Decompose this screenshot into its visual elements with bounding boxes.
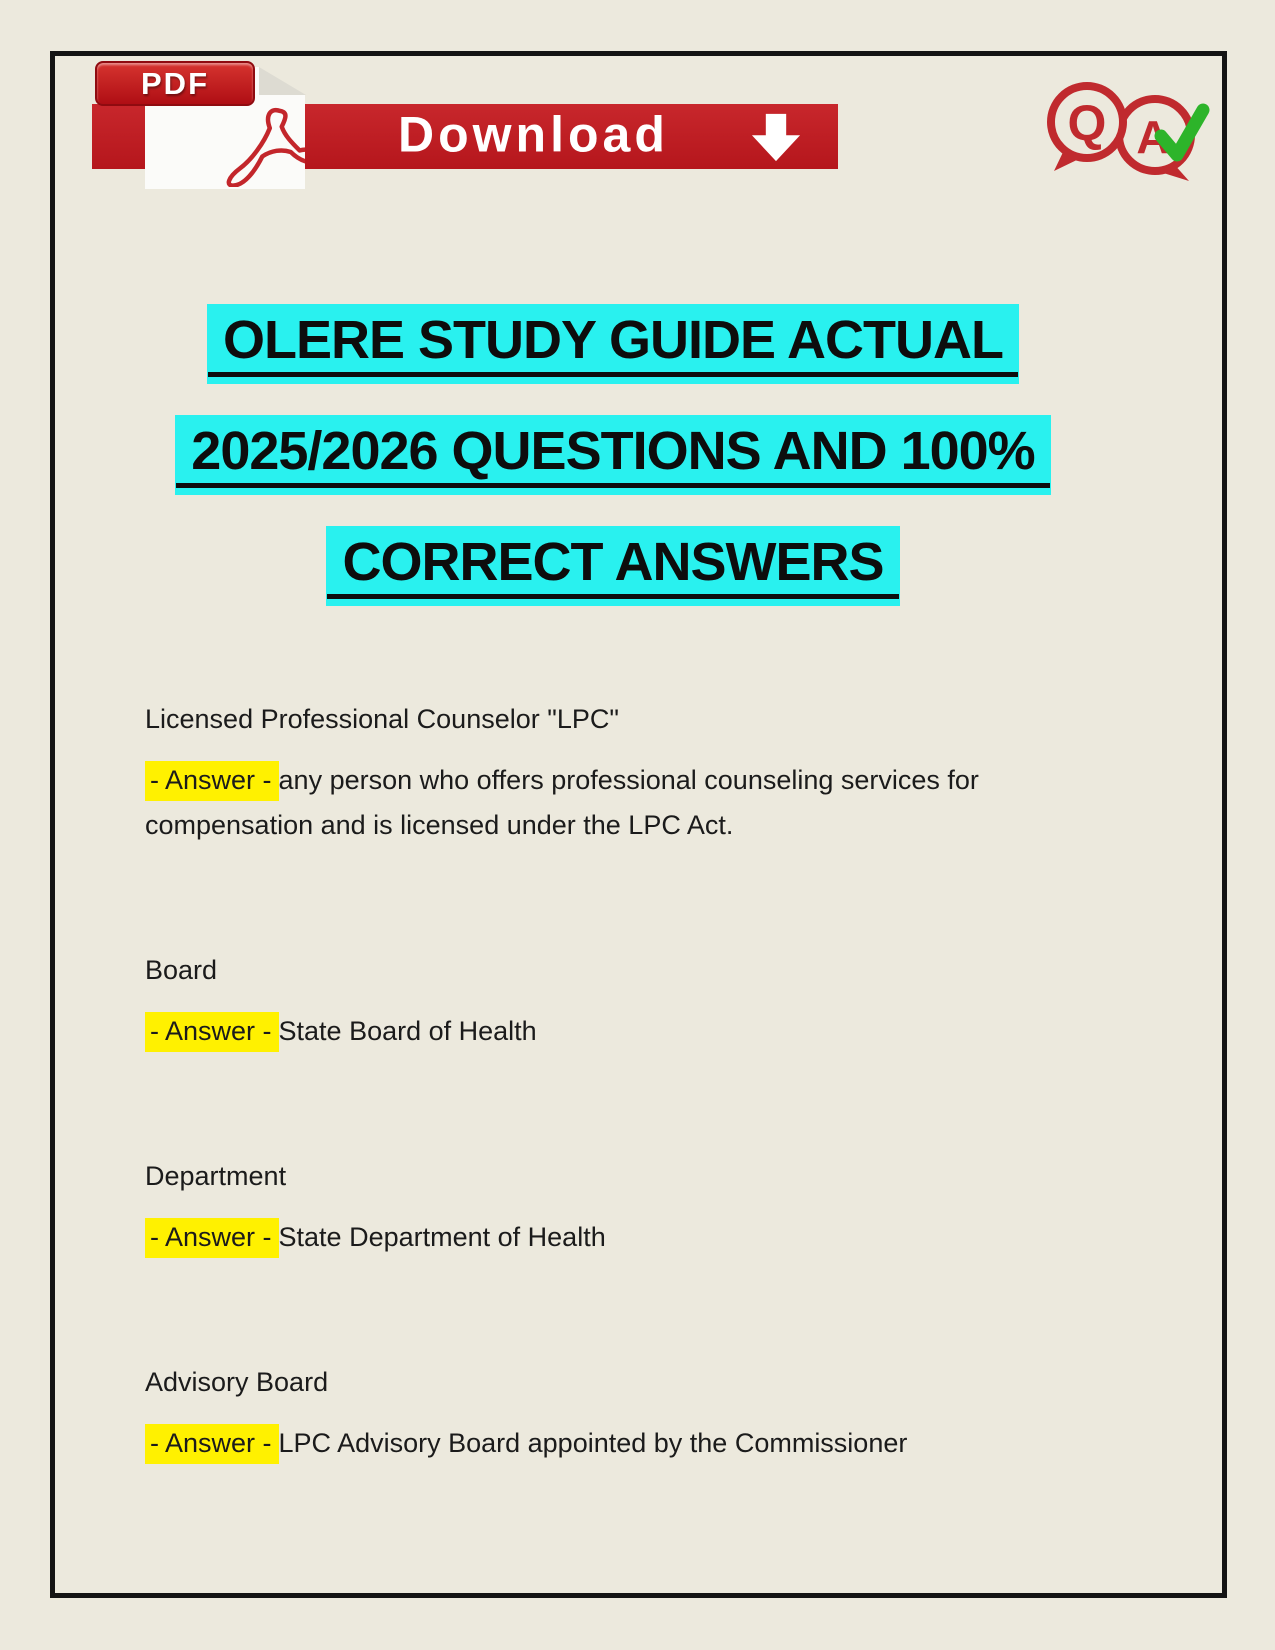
qa-item-3 <box>145 1154 1053 1260</box>
answer-text: any person who offers professional counseling services for compensation and is licensed under the LPC Act. <box>145 765 979 840</box>
question-text: Board <box>145 955 218 985</box>
answer-label-highlight: - Answer - <box>145 761 279 801</box>
answer-line <box>145 1215 1053 1260</box>
page-title <box>143 304 1083 637</box>
download-arrow-icon <box>744 113 808 163</box>
title-line-1: OLERE STUDY GUIDE ACTUAL <box>207 304 1019 384</box>
question-bubble-icon <box>1051 86 1123 171</box>
pdf-badge-label: PDF <box>141 65 209 101</box>
document-page-border <box>50 51 1227 1598</box>
q-letter: Q <box>1067 95 1107 151</box>
qa-item-1 <box>145 697 1053 848</box>
answer-text: State Department of Health <box>278 1222 606 1252</box>
question-text: Department <box>145 1161 287 1191</box>
answer-label-highlight: - Answer - <box>145 1218 279 1258</box>
answer-text: State Board of Health <box>278 1016 537 1046</box>
pdf-download-banner[interactable] <box>92 61 844 201</box>
title-line-3: CORRECT ANSWERS <box>326 526 899 606</box>
a-letter: A <box>1136 111 1170 163</box>
download-label: Download <box>398 106 669 163</box>
answer-line <box>145 1421 1053 1466</box>
page-fold-corner <box>259 67 306 95</box>
qa-item-4 <box>145 1360 1053 1466</box>
question-text: Advisory Board <box>145 1367 329 1397</box>
answer-text: LPC Advisory Board appointed by the Commissioner <box>278 1428 908 1458</box>
qa-speech-bubbles-logo <box>1037 78 1217 186</box>
qa-content <box>145 697 1053 1466</box>
answer-line <box>145 758 1053 848</box>
answer-label-highlight: - Answer - <box>145 1424 279 1464</box>
answer-line <box>145 1009 1053 1054</box>
qa-item-2 <box>145 948 1053 1054</box>
pdf-badge <box>95 61 255 106</box>
title-line-2: 2025/2026 QUESTIONS AND 100% <box>175 415 1050 495</box>
answer-label-highlight: - Answer - <box>145 1012 279 1052</box>
question-text: Licensed Professional Counselor "LPC" <box>145 704 619 734</box>
